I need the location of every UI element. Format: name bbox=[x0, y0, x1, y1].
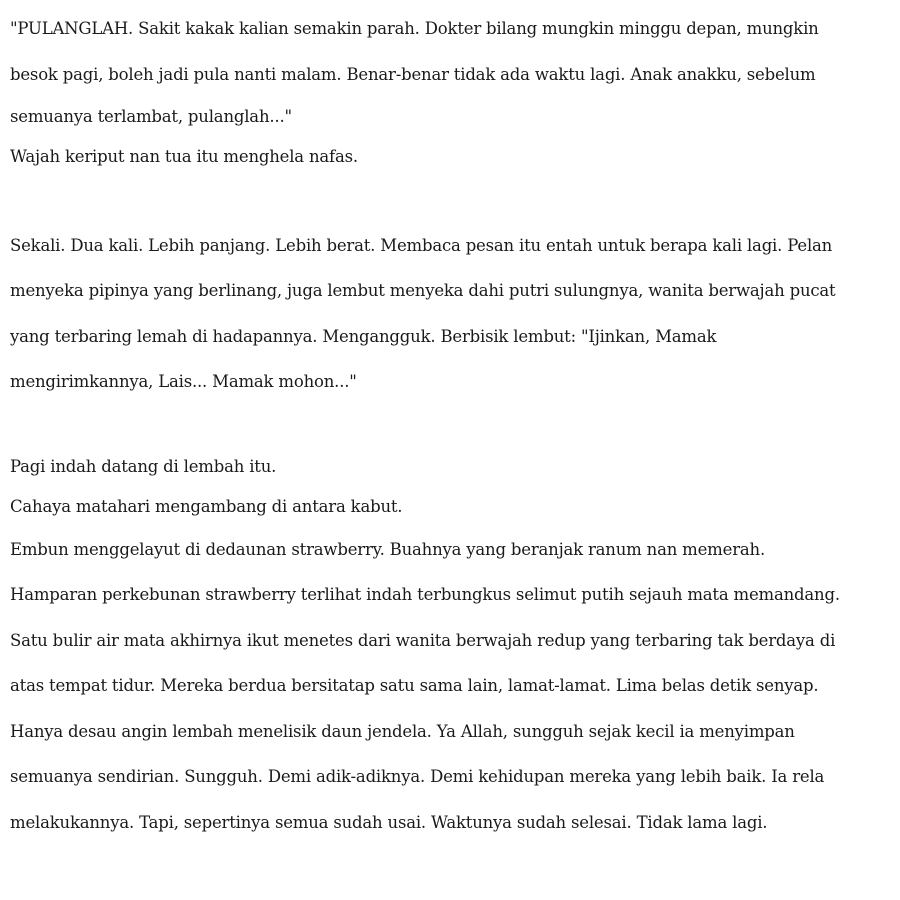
text-line: yang terbaring lemah di hadapannya. Mengangguk. Berbisik lembut: "Ijinkan, Mamak bbox=[10, 326, 717, 346]
text-line: Pagi indah datang di lembah itu. bbox=[10, 456, 277, 476]
text-line: Hanya desau angin lembah menelisik daun jendela. Ya Allah, sungguh sejak kecil ia menyimpan bbox=[10, 721, 795, 741]
text-line: Embun menggelayut di dedaunan strawberry. Buahnya yang beranjak ranum nan memerah. bbox=[10, 539, 765, 559]
text-line: Wajah keriput nan tua itu menghela nafas. bbox=[10, 147, 358, 166]
paragraph-gap bbox=[10, 405, 890, 447]
text-line: semuanya sendirian. Sungguh. Demi adik-adiknya. Demi kehidupan mereka yang lebih baik. Ia rela bbox=[10, 767, 825, 786]
paragraph-1 bbox=[10, 6, 890, 177]
text-line: Sekali. Dua kali. Lebih panjang. Lebih berat. Membaca pesan itu entah untuk berapa kali lagi. Pelan bbox=[10, 235, 833, 255]
text-line: atas tempat tidur. Mereka berdua bersitatap satu sama lain, lamat-lamat. Lima belas detik senyap. bbox=[10, 676, 819, 695]
paragraph-3 bbox=[10, 447, 890, 846]
text-line: menyeka pipinya yang berlinang, juga lembut menyeka dahi putri sulungnya, wanita berwajah pucat bbox=[10, 281, 836, 300]
text-line: Hamparan perkebunan strawberry terlihat indah terbungkus selimut putih sejauh mata memandang. bbox=[10, 585, 840, 604]
text-line: besok pagi, boleh jadi pula nanti malam. Benar-benar tidak ada waktu lagi. Anak anakku, sebelum bbox=[10, 64, 816, 84]
text-line: mengirimkannya, Lais... Mamak mohon..." bbox=[10, 372, 357, 391]
text-line: semuanya terlambat, pulanglah..." bbox=[10, 107, 292, 126]
text-line: "PULANGLAH. Sakit kakak kalian semakin parah. Dokter bilang mungkin minggu depan, mungkin bbox=[10, 19, 819, 38]
text-line: Cahaya matahari mengambang di antara kabut. bbox=[10, 496, 403, 516]
text-line: Satu bulir air mata akhirnya ikut menetes dari wanita berwajah redup yang terbaring tak berdaya di bbox=[10, 630, 836, 650]
document-body bbox=[10, 6, 890, 845]
paragraph-gap bbox=[10, 177, 890, 223]
text-line: melakukannya. Tapi, sepertinya semua sudah usai. Waktunya sudah selesai. Tidak lama lagi. bbox=[10, 812, 768, 832]
paragraph-2 bbox=[10, 223, 890, 405]
